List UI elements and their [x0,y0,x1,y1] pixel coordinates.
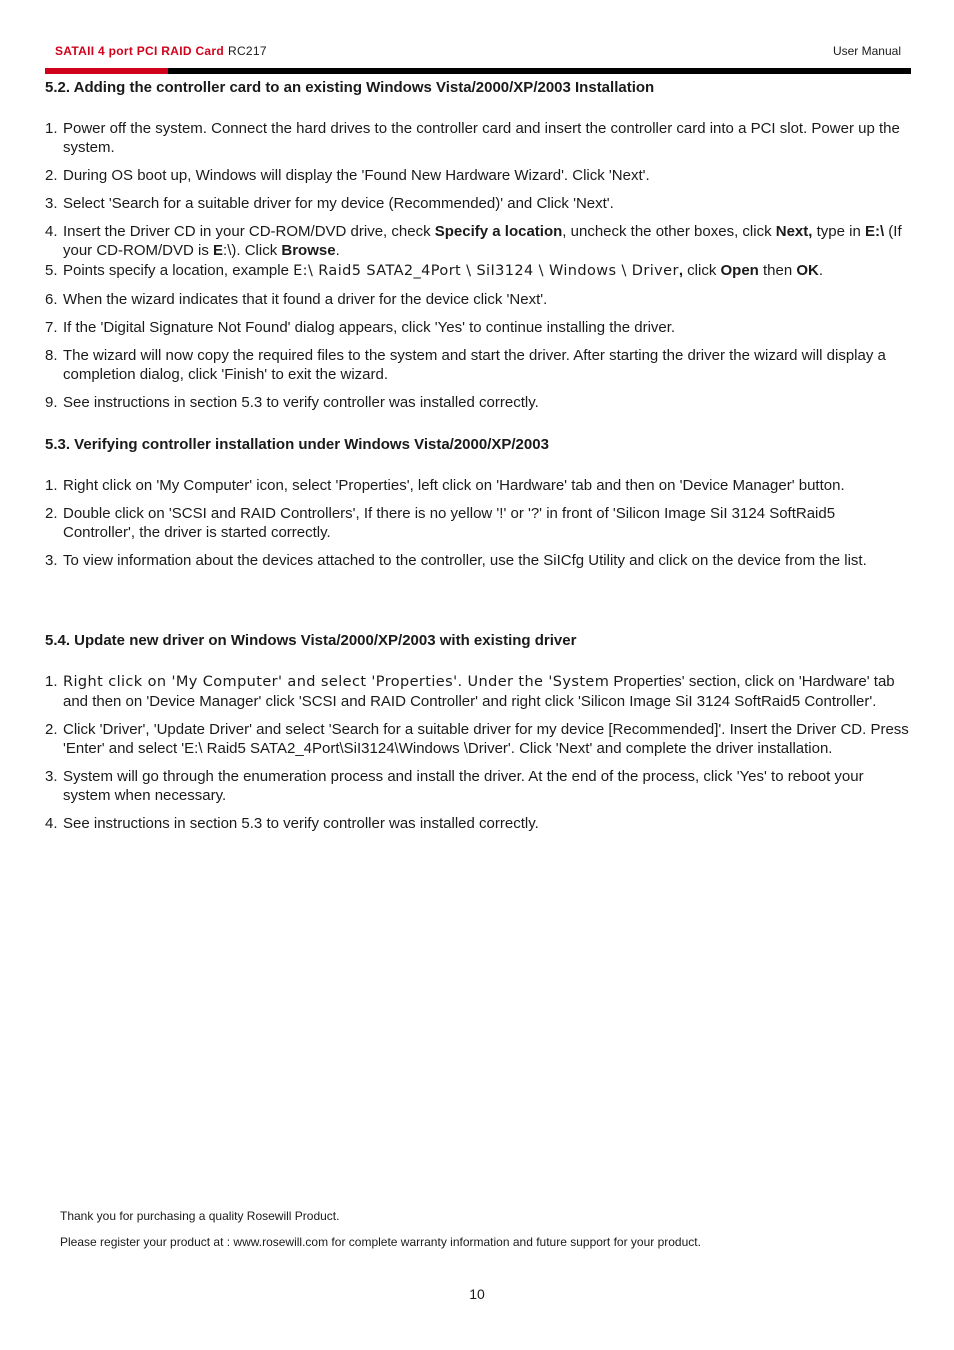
steps-list [45,672,911,833]
list-item: 5. Points specify a location, example E:\ Raid5 SATA2_4Port \ SiI3124 \ Windows \ Driver, click Open then OK. [45,262,824,279]
list-item: 9. See instructions in section 5.3 to verify controller was installed correctly. [45,394,539,411]
header-rule-accent [45,68,168,74]
list-item: 2. Double click on 'SCSI and RAID Controllers', If there is no yellow '!' or '?' in front of 'Silicon Image SiI 3124 SoftRaid5 Controller', the driver is started correctly. [45,505,836,541]
doc-type-label: User Manual [832,44,901,58]
list-item: 1. Right click on 'My Computer' icon, select 'Properties', left click on 'Hardware' tab and then on 'Device Manager' button. [45,477,845,494]
list-item: 8. The wizard will now copy the required files to the system and start the driver. After starting the driver the wizard will display a completion dialog, click 'Finish' to exit the wizard. [45,347,886,383]
list-item: 1. Right click on 'My Computer' and select 'Properties'. Under the 'System Properties' section, click on 'Hardware' tab and then on 'Device Manager' click 'SCSI and RAID Controller' and right click 'Silicon Image SiI 3124 SoftRaid5 Controller'. [45,673,895,710]
section-5-3 [45,435,911,579]
list-item: 3. System will go through the enumeration process and install the driver. At the end of the process, click 'Yes' to reboot your system when necessary. [45,768,864,804]
page-number: 10 [469,1286,485,1302]
list-item: 4. Insert the Driver CD in your CD-ROM/DVD drive, check Specify a location, uncheck the other boxes, click Next, type in E:\ (If your CD-ROM/DVD is E:\). Click Browse. [45,223,902,259]
list-item: 3. To view information about the devices attached to the controller, use the SiICfg Utility and click on the device from the list. [45,552,867,569]
list-item: 7. If the 'Digital Signature Not Found' dialog appears, click 'Yes' to continue installing the driver. [45,319,676,336]
steps-list [45,119,911,412]
steps-list [45,476,911,570]
footer-thanks: Thank you for purchasing a quality Rosewill Product. [60,1209,340,1223]
section-title: 5.4. Update new driver on Windows Vista/2000/XP/2003 with existing driver [45,632,577,649]
model-number: RC217 [228,44,267,58]
list-item: 1. Power off the system. Connect the hard drives to the controller card and insert the controller card into a PCI slot. Power up the system. [45,120,900,156]
section-5-4 [45,631,911,842]
driver-path: E:\ Raid5 SATA2_4Port \ SiI3124 \ Windows \ Driver [293,263,679,279]
section-title: 5.2. Adding the controller card to an existing Windows Vista/2000/XP/2003 Installation [45,79,655,96]
list-item: 6. When the wizard indicates that it found a driver for the device click 'Next'. [45,291,548,308]
footer-register: Please register your product at : www.rosewill.com for complete warranty information and future support for your product. [60,1235,701,1249]
section-5-2 [45,78,911,421]
list-item: 2. Click 'Driver', 'Update Driver' and select 'Search for a suitable driver for my device [Recommended]'. Insert the Driver CD. Press 'Enter' and select 'E:\ Raid5 SATA2_4Port\SiI3124\Windows \Driver'. Click 'Next' and complete the driver installation. [45,721,909,757]
list-item: 3. Select 'Search for a suitable driver for my device (Recommended)' and Click 'Next'. [45,195,614,212]
product-name: SATAII 4 port PCI RAID Card RC217 [55,44,267,58]
list-item: 2. During OS boot up, Windows will display the 'Found New Hardware Wizard'. Click 'Next'. [45,167,650,184]
page-footer [60,1209,701,1261]
section-title: 5.3. Verifying controller installation under Windows Vista/2000/XP/2003 [45,436,549,453]
page-header [55,44,901,62]
list-item: 4. See instructions in section 5.3 to verify controller was installed correctly. [45,815,539,832]
header-rule [45,68,911,74]
